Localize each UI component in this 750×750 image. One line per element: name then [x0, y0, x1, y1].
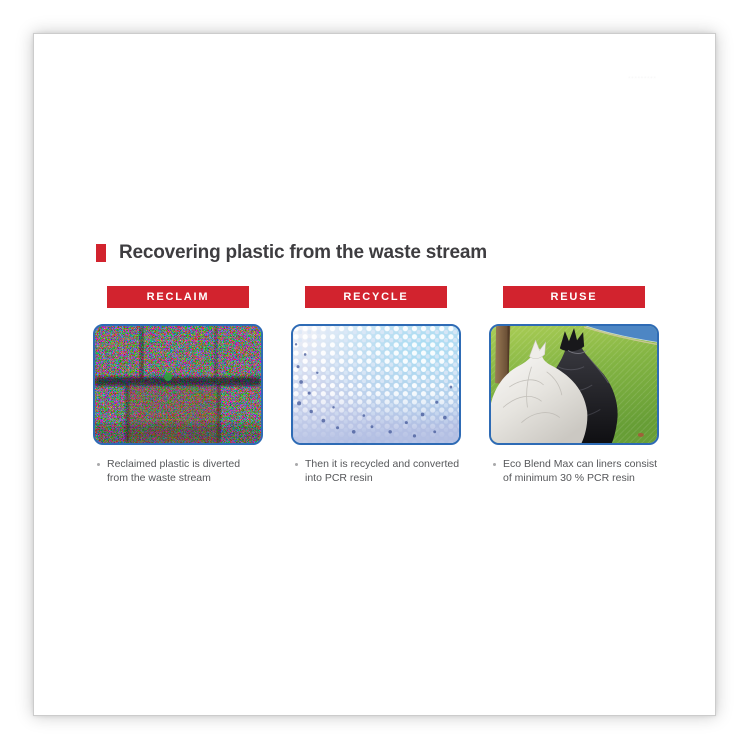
banner-reuse: REUSE — [503, 286, 645, 308]
caption-line: Reclaimed plastic is diverted — [107, 458, 241, 470]
caption-reclaim — [93, 458, 263, 485]
banner-reclaim: RECLAIM — [107, 286, 249, 308]
photo-resin-pellets — [291, 324, 461, 445]
panel-reuse — [489, 286, 659, 485]
caption-reuse — [489, 458, 659, 485]
photo-plastic-bales — [93, 324, 263, 445]
bullet-icon — [493, 463, 496, 466]
panel-recycle — [291, 286, 461, 485]
bullet-icon — [97, 463, 100, 466]
caption-line: into PCR resin — [305, 471, 373, 484]
bullet-icon — [295, 463, 298, 466]
photo-can-liners — [489, 324, 659, 445]
caption-recycle — [291, 458, 461, 485]
caption-line: Eco Blend Max can liners consist — [503, 458, 658, 470]
infographic-card — [33, 33, 716, 716]
banner-recycle: RECYCLE — [305, 286, 447, 308]
caption-text — [305, 458, 461, 485]
section-header — [96, 242, 487, 264]
red-accent-bar — [96, 244, 106, 262]
illegible-watermark-text: ········· — [628, 75, 657, 81]
caption-line: Then it is recycled and converted — [305, 458, 460, 470]
page-title: Recovering plastic from the waste stream — [119, 242, 487, 263]
caption-line: of minimum 30 % PCR resin — [503, 471, 635, 484]
caption-text — [107, 458, 263, 485]
caption-text — [503, 458, 659, 485]
panel-reclaim — [93, 286, 263, 485]
three-step-panels — [93, 286, 659, 485]
caption-line: from the waste stream — [107, 471, 211, 484]
